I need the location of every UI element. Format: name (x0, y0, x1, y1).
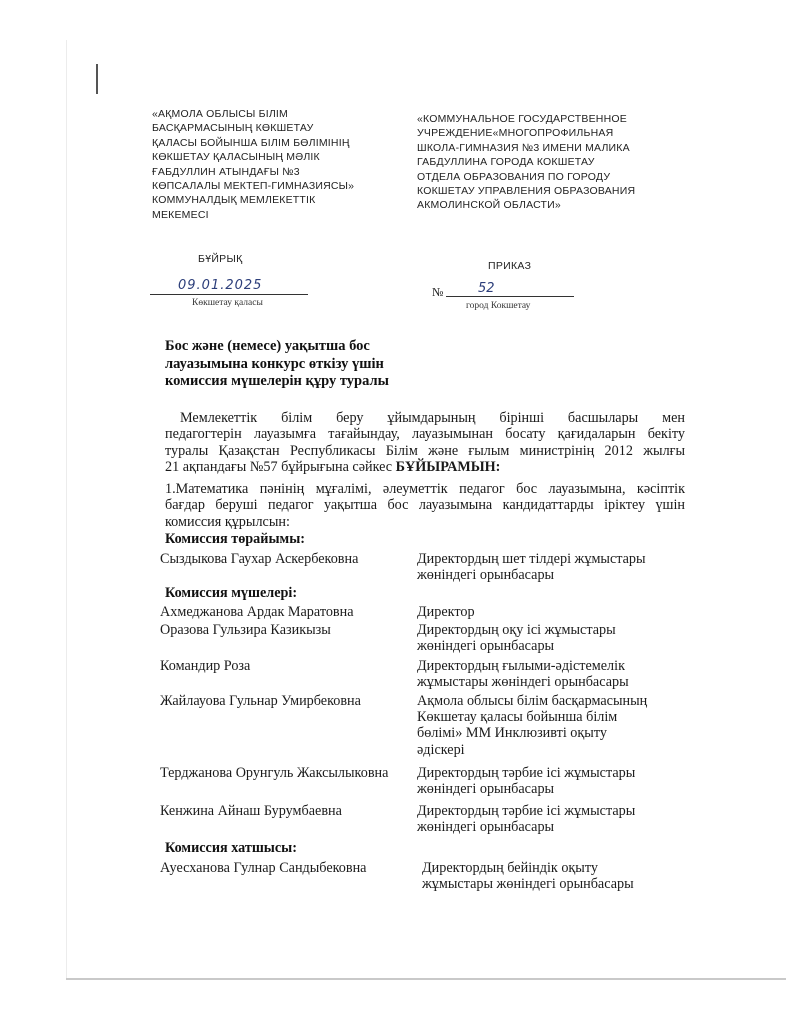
role-line: Ақмола облысы білім басқармасының (417, 693, 648, 709)
header-left-line: «АҚМОЛА ОБЛЫСЫ БІЛІМ (152, 108, 288, 120)
header-left-kz (152, 107, 402, 222)
member-row (160, 765, 700, 799)
member-role (417, 622, 697, 654)
header-right-ru (417, 112, 677, 213)
role-line: жөніндегі орынбасары (417, 781, 555, 798)
header-left-line: ҒАБДУЛЛИН АТЫНДАҒЫ №3 (152, 165, 300, 178)
header-right-line: АКМОЛИНСКОЙ ОБЛАСТИ» (417, 199, 561, 212)
role-line: Директордың бейіндік оқыту (422, 860, 598, 876)
paragraph-line-text: 21 ақпандағы №57 бұйрығына сәйкес (165, 459, 396, 476)
role-line: жөніндегі орынбасары (417, 638, 555, 655)
paragraph-line (165, 459, 685, 475)
section-members-heading: Комиссия мүшелері: (165, 585, 298, 601)
member-name: Оразова Гульзира Казикызы (160, 622, 331, 638)
header-left-line: КОММУНАЛДЫҚ МЕМЛЕКЕТТІК (152, 194, 316, 207)
header-right-line: ГАБДУЛЛИНА ГОРОДА КОКШЕТАУ (417, 156, 595, 169)
role-line: жөніндегі орынбасары (417, 819, 555, 836)
order-keyword: БҰЙЫРАМЫН: (395, 459, 501, 476)
secretary-member (160, 860, 700, 894)
role-line: Директордың шет тілдері жұмыстары (417, 551, 646, 567)
section-chair-heading: Комиссия төрайымы: (165, 531, 305, 547)
member-row (160, 658, 700, 692)
member-name: Сыздыкова Гаухар Аскербековна (160, 551, 359, 567)
clause-1-paragraph (165, 481, 685, 530)
order-title (165, 338, 425, 391)
title-line: Бос және (немесе) уақытша бос (165, 338, 370, 354)
paragraph-line: комиссия құрылсын: (165, 513, 290, 530)
member-role (417, 658, 697, 690)
member-role (417, 765, 697, 797)
role-line: Көкшетау қаласы бойынша білім (417, 709, 618, 726)
member-role (417, 551, 697, 583)
header-right-line: ОТДЕЛА ОБРАЗОВАНИЯ ПО ГОРОДУ (417, 170, 611, 183)
member-row (160, 693, 700, 761)
member-name: Командир Роза (160, 658, 251, 674)
paragraph-line: педагогтерін лауазымға тағайындау, лауазымынан босату қағидаларын бекіту (165, 426, 685, 443)
date-underline (150, 294, 308, 295)
city-kz: Көкшетау қаласы (192, 298, 263, 308)
member-row (160, 622, 700, 656)
member-role (417, 803, 697, 835)
role-line: Директордың тәрбие ісі жұмыстары (417, 803, 636, 819)
header-left-line: КӨКШЕТАУ ҚАЛАСЫНЫҢ МӘЛІК (152, 151, 320, 164)
member-name: Ауесханова Гулнар Сандыбековна (160, 860, 367, 876)
role-line: жұмыстары жөніндегі орынбасары (417, 674, 629, 691)
header-right-line: ШКОЛА-ГИМНАЗИЯ №3 ИМЕНИ МАЛИКА (417, 141, 630, 154)
header-left-line: КӨПСАЛАЛЫ МЕКТЕП-ГИМНАЗИЯСЫ» (152, 180, 355, 193)
member-role (417, 693, 697, 758)
chair-member (160, 551, 700, 587)
member-name: Кенжина Айнаш Бурумбаевна (160, 803, 342, 819)
paragraph-line: туралы Қазақстан Республикасы Білім және ғылым министрінің 2012 жылғы (165, 442, 685, 459)
member-role (417, 604, 697, 620)
role-line: жөніндегі орынбасары (417, 567, 555, 584)
header-left-line: МЕКЕМЕСІ (152, 208, 209, 221)
paragraph-line: Мемлекеттік білім беру ұйымдарының бірінші басшылары мен (180, 410, 685, 426)
scan-mark (96, 64, 98, 94)
role-line: Директор (417, 604, 475, 620)
order-date-handwritten: 09.01.2025 (178, 278, 263, 293)
order-word-kz: БҰЙРЫҚ (198, 253, 243, 265)
role-line: жұмыстары жөніндегі орынбасары (422, 876, 634, 893)
title-line: лауазымына конкурс өткізу үшін (165, 355, 384, 372)
role-line: Директордың тәрбие ісі жұмыстары (417, 765, 636, 781)
role-line: Директордың ғылыми-әдістемелік (417, 658, 625, 674)
city-ru: город Кокшетау (466, 301, 531, 311)
member-role (422, 860, 702, 892)
section-secretary-heading: Комиссия хатшысы: (165, 840, 297, 856)
order-number-handwritten: 52 (478, 281, 495, 296)
role-line: бөлімі» ММ Инклюзивті оқыту (417, 725, 607, 742)
order-word-ru: ПРИКАЗ (488, 260, 532, 272)
number-underline (446, 296, 574, 297)
page-bottom-edge (66, 978, 786, 980)
paragraph-line: 1.Математика пәнінің мұғалімі, әлеуметтік педагог бос лауазымына, кәсіптік (165, 481, 685, 497)
header-left-line: БАСҚАРМАСЫНЫҢ КӨКШЕТАУ (152, 122, 314, 135)
member-row (160, 803, 700, 837)
page-left-edge (66, 40, 67, 978)
header-right-line: КОКШЕТАУ УПРАВЛЕНИЯ ОБРАЗОВАНИЯ (417, 185, 636, 198)
role-line: Директордың оқу ісі жұмыстары (417, 622, 616, 638)
role-line: әдіскері (417, 741, 465, 758)
order-number-sign: № (432, 285, 444, 299)
preamble-paragraph (165, 410, 685, 476)
member-name: Жайлауова Гульнар Умирбековна (160, 693, 361, 709)
header-right-line: «КОММУНАЛЬНОЕ ГОСУДАРСТВЕННОЕ (417, 113, 627, 125)
paragraph-line: бағдар беруші педагог уақытша бос лауазымына кандидаттарды іріктеу үшін (165, 497, 685, 514)
title-line: комиссия мүшелерін құру туралы (165, 373, 389, 389)
member-name: Терджанова Орунгуль Жаксылыковна (160, 765, 389, 781)
header-left-line: ҚАЛАСЫ БОЙЫНША БІЛІМ БӨЛІМІНІҢ (152, 136, 350, 149)
header-right-line: УЧРЕЖДЕНИЕ«МНОГОПРОФИЛЬНАЯ (417, 127, 614, 140)
member-name: Ахмеджанова Ардак Маратовна (160, 604, 354, 620)
member-row (160, 604, 700, 622)
